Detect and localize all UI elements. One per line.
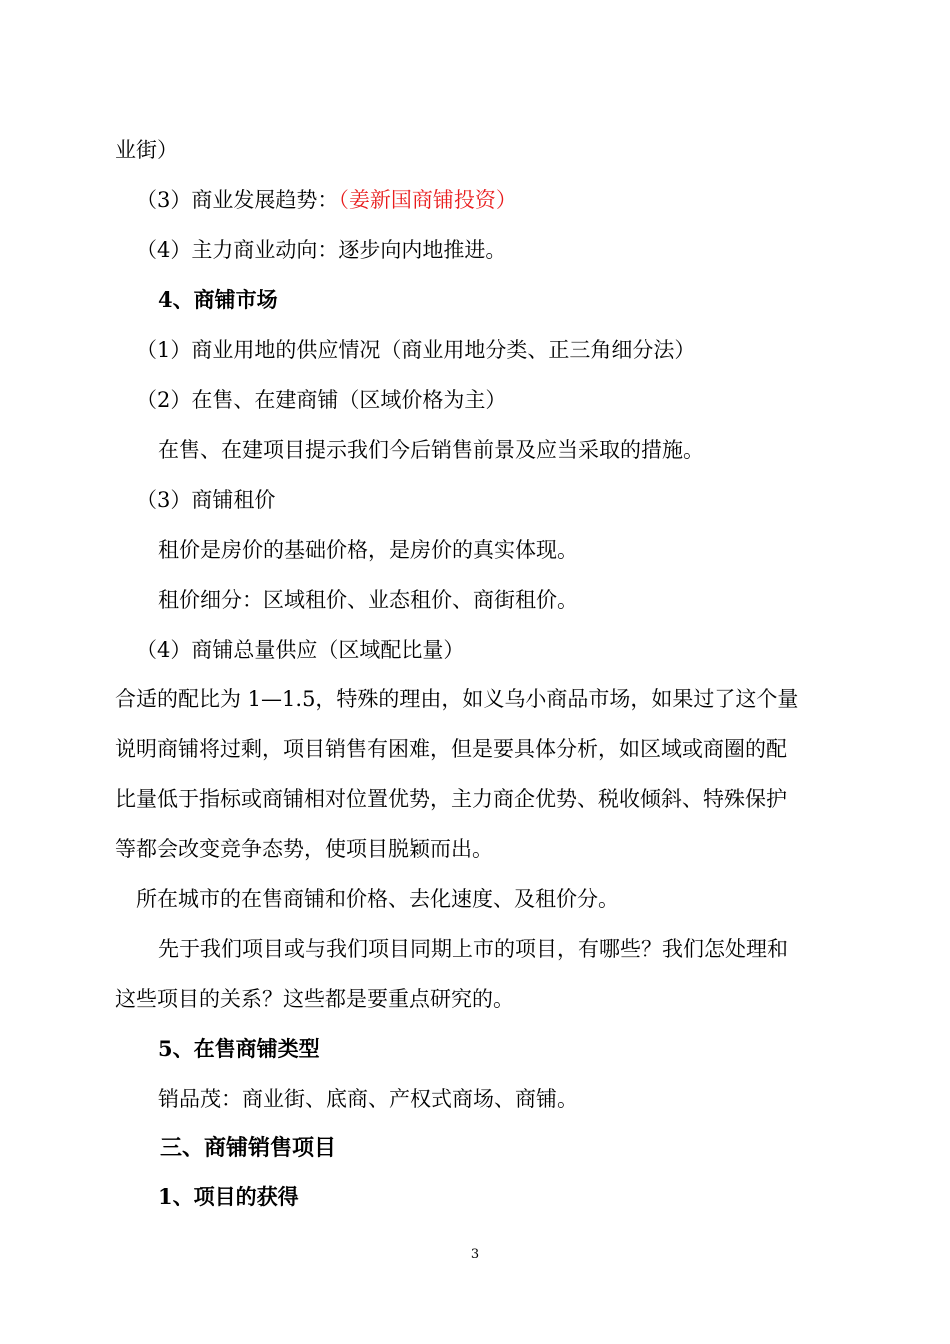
paragraph-line: 业街） xyxy=(115,138,178,162)
page-number: 3 xyxy=(470,1247,480,1262)
list-item: （1）商业用地的供应情况（商业用地分类、正三角细分法） xyxy=(136,338,696,362)
paragraph-line: 等都会改变竞争态势，使项目脱颖而出。 xyxy=(115,837,493,861)
chapter-heading: 三、商铺销售项目 xyxy=(160,1135,337,1161)
list-item: （4）商铺总量供应（区域配比量） xyxy=(136,638,465,662)
highlighted-reference: （姜新国商铺投资） xyxy=(338,188,517,212)
paragraph-line: 销品茂：商业街、底商、产权式商场、商铺。 xyxy=(158,1087,578,1111)
paragraph-line: 这些项目的关系？这些都是要重点研究的。 xyxy=(115,987,514,1011)
section-heading: 1、项目的获得 xyxy=(158,1184,299,1209)
list-item-business-trend xyxy=(0,185,950,215)
paragraph-line: 租价细分：区域租价、业态租价、商街租价。 xyxy=(158,588,578,612)
paragraph-line: 在售、在建项目提示我们今后销售前景及应当采取的措施。 xyxy=(158,438,704,462)
list-item: （3）商铺租价 xyxy=(136,488,276,512)
paragraph-line: 先于我们项目或与我们项目同期上市的项目，有哪些？我们怎处理和 xyxy=(158,937,788,961)
list-item: （4）主力商业动向：逐步向内地推进。 xyxy=(136,238,507,262)
paragraph-line: 说明商铺将过剩，项目销售有困难，但是要具体分析，如区域或商圈的配 xyxy=(115,737,787,761)
paragraph-line: 比量低于指标或商铺相对位置优势，主力商企优势、税收倾斜、特殊保护 xyxy=(115,787,787,811)
paragraph-line: 所在城市的在售商铺和价格、去化速度、及租价分。 xyxy=(136,887,619,911)
list-item-label: （3）商业发展趋势： xyxy=(136,188,339,212)
paragraph-line: 租价是房价的基础价格，是房价的真实体现。 xyxy=(158,538,578,562)
paragraph-line: 合适的配比为 1—1.5，特殊的理由，如义乌小商品市场，如果过了这个量 xyxy=(115,687,799,711)
list-item: （2）在售、在建商铺（区域价格为主） xyxy=(136,388,507,412)
section-heading: 5、在售商铺类型 xyxy=(158,1036,320,1061)
section-heading: 4、商铺市场 xyxy=(158,287,278,312)
